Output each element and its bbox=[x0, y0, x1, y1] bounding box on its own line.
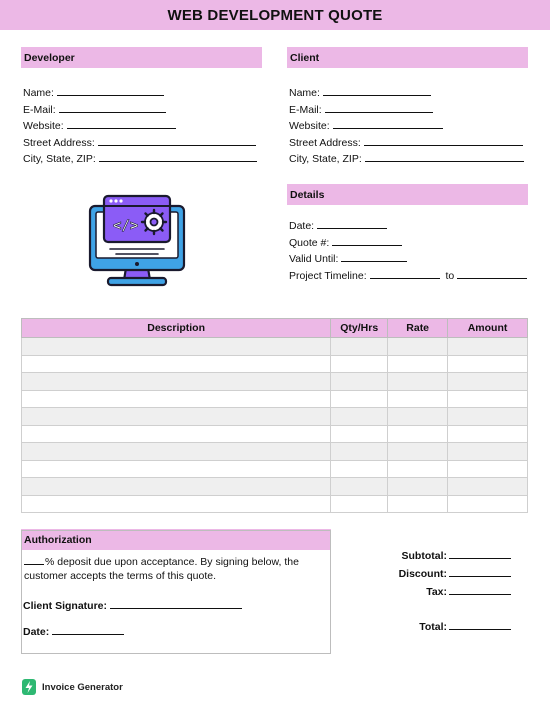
table-row bbox=[22, 408, 528, 426]
amount-cell[interactable] bbox=[448, 425, 528, 443]
description-cell[interactable] bbox=[22, 355, 331, 373]
description-cell[interactable] bbox=[22, 338, 331, 356]
description-cell[interactable] bbox=[22, 373, 331, 391]
client-name-field[interactable]: Name: bbox=[289, 85, 524, 102]
details-quote-field[interactable]: Quote #: bbox=[289, 235, 527, 252]
amount-cell[interactable] bbox=[448, 478, 528, 496]
amount-cell[interactable] bbox=[448, 338, 528, 356]
rate-header: Rate bbox=[388, 319, 448, 338]
client-email-field[interactable]: E-Mail: bbox=[289, 102, 524, 119]
rate-cell[interactable] bbox=[388, 460, 448, 478]
tax-row[interactable]: Tax: bbox=[360, 583, 511, 601]
details-date-field[interactable]: Date: bbox=[289, 218, 527, 235]
amount-cell[interactable] bbox=[448, 460, 528, 478]
description-cell[interactable] bbox=[22, 460, 331, 478]
rate-cell[interactable] bbox=[388, 478, 448, 496]
web-development-monitor-icon bbox=[86, 192, 188, 292]
rate-cell[interactable] bbox=[388, 443, 448, 461]
developer-city-field[interactable]: City, State, ZIP: bbox=[23, 151, 257, 168]
developer-name-field[interactable]: Name: bbox=[23, 85, 257, 102]
qty-cell[interactable] bbox=[331, 390, 388, 408]
developer-fields bbox=[23, 85, 257, 168]
description-cell[interactable] bbox=[22, 495, 331, 513]
subtotal-row[interactable]: Subtotal: bbox=[360, 547, 511, 565]
amount-cell[interactable] bbox=[448, 390, 528, 408]
amount-cell[interactable] bbox=[448, 443, 528, 461]
qty-cell[interactable] bbox=[331, 355, 388, 373]
developer-website-field[interactable]: Website: bbox=[23, 118, 257, 135]
details-timeline-field[interactable]: Project Timeline: to bbox=[289, 268, 527, 285]
brand-name: Invoice Generator bbox=[42, 681, 123, 693]
table-header-row bbox=[22, 319, 528, 338]
qty-cell[interactable] bbox=[331, 425, 388, 443]
deposit-text: % deposit due upon acceptance. By signing below, the customer accepts the terms of this quote. bbox=[24, 556, 299, 582]
qty-cell[interactable] bbox=[331, 478, 388, 496]
deposit-percent-field[interactable] bbox=[24, 554, 44, 565]
table-row bbox=[22, 460, 528, 478]
qty-cell[interactable] bbox=[331, 460, 388, 478]
amount-cell[interactable] bbox=[448, 408, 528, 426]
table-body bbox=[22, 338, 528, 513]
rate-cell[interactable] bbox=[388, 425, 448, 443]
amount-cell[interactable] bbox=[448, 373, 528, 391]
client-fields bbox=[289, 85, 524, 168]
amount-header: Amount bbox=[448, 319, 528, 338]
table-row bbox=[22, 338, 528, 356]
rate-cell[interactable] bbox=[388, 390, 448, 408]
developer-street-field[interactable]: Street Address: bbox=[23, 135, 257, 152]
rate-cell[interactable] bbox=[388, 495, 448, 513]
description-header: Description bbox=[22, 319, 331, 338]
description-cell[interactable] bbox=[22, 478, 331, 496]
rate-cell[interactable] bbox=[388, 338, 448, 356]
rate-cell[interactable] bbox=[388, 408, 448, 426]
client-heading: Client bbox=[287, 47, 528, 68]
authorization-heading: Authorization bbox=[21, 529, 331, 550]
details-fields bbox=[289, 218, 527, 284]
description-cell[interactable] bbox=[22, 443, 331, 461]
developer-email-field[interactable]: E-Mail: bbox=[23, 102, 257, 119]
table-row bbox=[22, 495, 528, 513]
client-city-field[interactable]: City, State, ZIP: bbox=[289, 151, 524, 168]
developer-heading: Developer bbox=[21, 47, 262, 68]
client-street-field[interactable]: Street Address: bbox=[289, 135, 524, 152]
document-title: WEB DEVELOPMENT QUOTE bbox=[0, 0, 550, 30]
qty-cell[interactable] bbox=[331, 373, 388, 391]
table-row bbox=[22, 478, 528, 496]
description-cell[interactable] bbox=[22, 408, 331, 426]
qty-cell[interactable] bbox=[331, 443, 388, 461]
table-row bbox=[22, 373, 528, 391]
qty-cell[interactable] bbox=[331, 408, 388, 426]
client-signature-field[interactable]: Client Signature: bbox=[23, 598, 242, 615]
table-row bbox=[22, 443, 528, 461]
line-items-table bbox=[21, 318, 528, 513]
totals-block bbox=[360, 547, 511, 636]
qty-header: Qty/Hrs bbox=[331, 319, 388, 338]
total-row[interactable]: Total: bbox=[360, 618, 511, 636]
brand-footer bbox=[22, 679, 123, 695]
discount-row[interactable]: Discount: bbox=[360, 565, 511, 583]
svg-text:</>: </> bbox=[113, 218, 139, 234]
amount-cell[interactable] bbox=[448, 495, 528, 513]
invoice-generator-logo-icon bbox=[22, 679, 36, 695]
amount-cell[interactable] bbox=[448, 355, 528, 373]
description-cell[interactable] bbox=[22, 425, 331, 443]
details-valid-field[interactable]: Valid Until: bbox=[289, 251, 527, 268]
rate-cell[interactable] bbox=[388, 373, 448, 391]
description-cell[interactable] bbox=[22, 390, 331, 408]
authorization-date-field[interactable]: Date: bbox=[23, 624, 124, 641]
client-website-field[interactable]: Website: bbox=[289, 118, 524, 135]
table-row bbox=[22, 390, 528, 408]
table-row bbox=[22, 425, 528, 443]
rate-cell[interactable] bbox=[388, 355, 448, 373]
qty-cell[interactable] bbox=[331, 338, 388, 356]
qty-cell[interactable] bbox=[331, 495, 388, 513]
details-heading: Details bbox=[287, 184, 528, 205]
table-row bbox=[22, 355, 528, 373]
